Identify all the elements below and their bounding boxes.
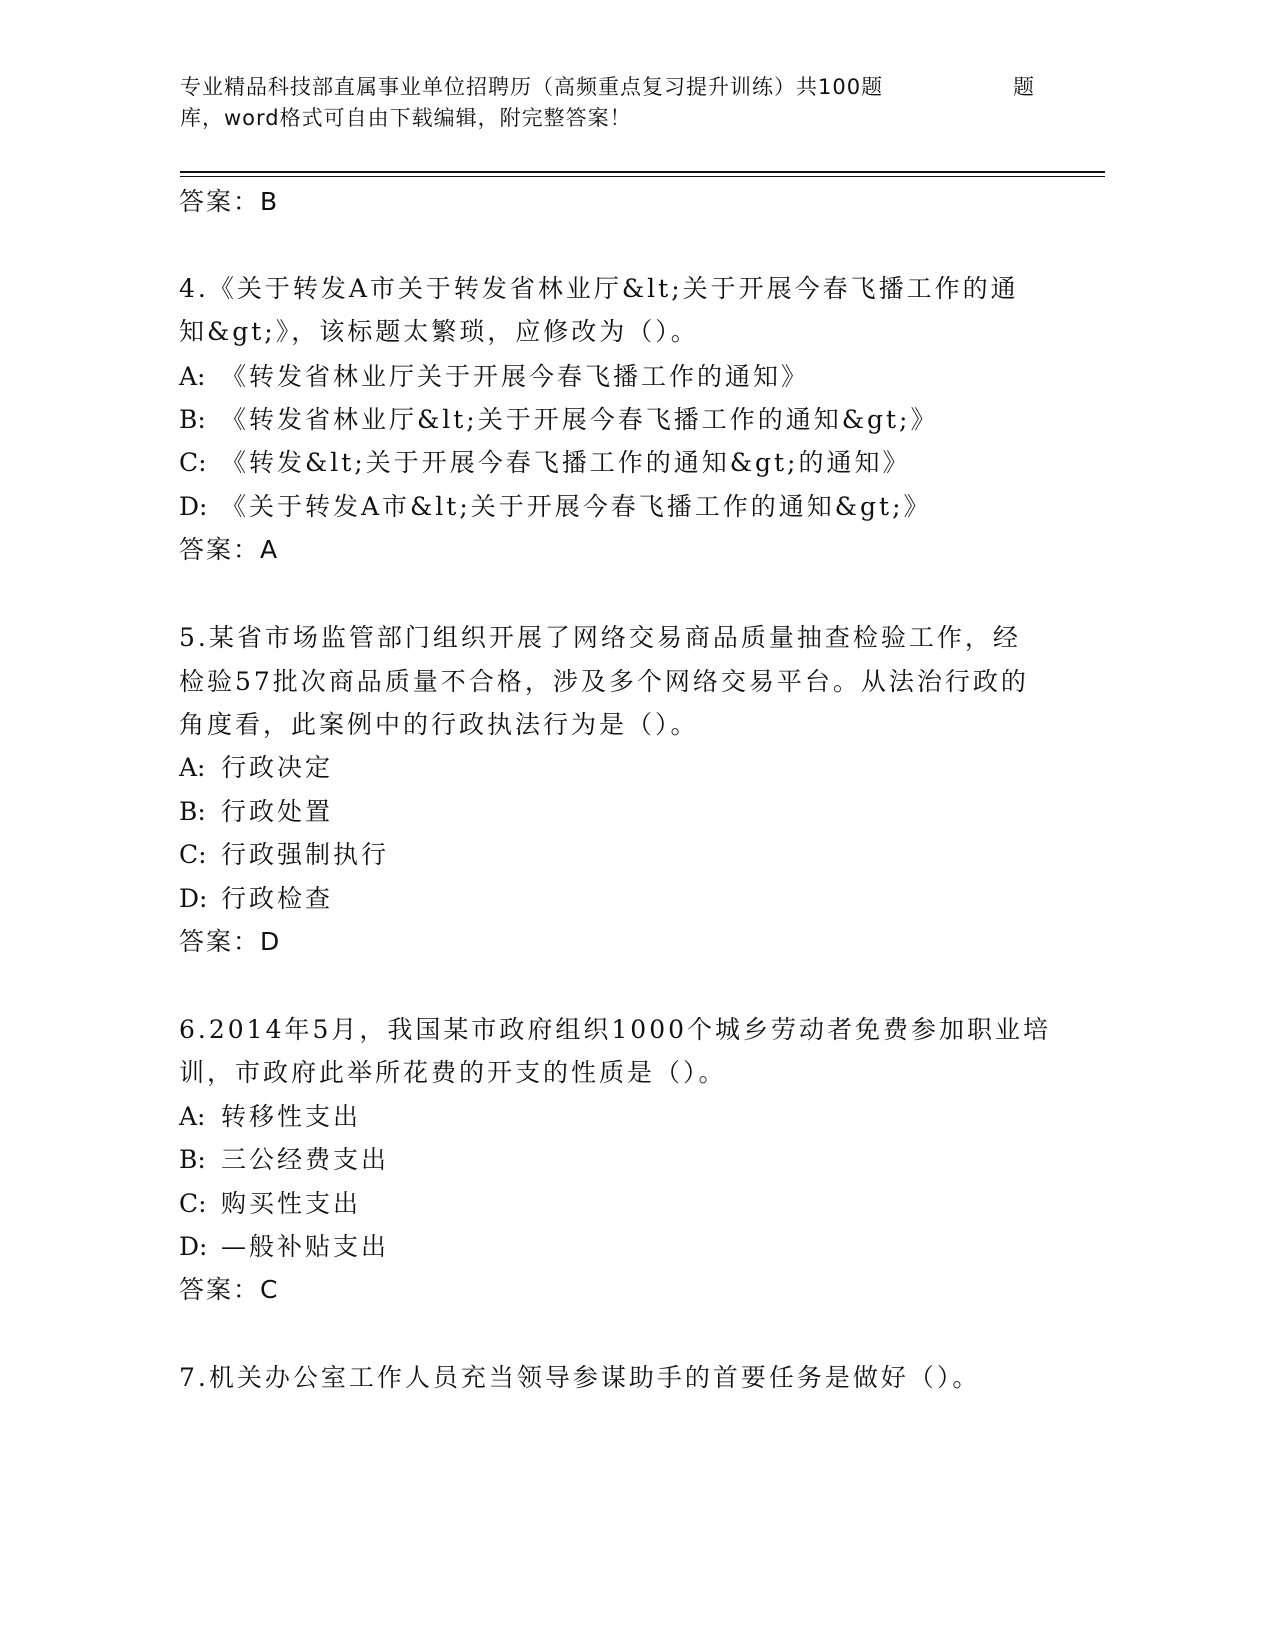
option-label: D: bbox=[179, 1232, 208, 1261]
option-label: A: bbox=[179, 1102, 206, 1131]
option-text: 三公经费支出 bbox=[221, 1145, 390, 1174]
option-label: A: bbox=[179, 753, 206, 782]
option-text: 购买性支出 bbox=[221, 1189, 362, 1218]
option-label: A: bbox=[179, 362, 206, 391]
option-label: B: bbox=[179, 797, 206, 826]
option-text: 《转发&lt;关于开展今春飞播工作的通知&gt;的通知》 bbox=[221, 448, 911, 477]
q4-stem-line1: 4.《关于转发A市关于转发省林业厅&lt;关于开展今春飞播工作的通 bbox=[179, 274, 1019, 303]
q6-option-c bbox=[179, 1182, 1049, 1225]
q5-answer: 答案：D bbox=[179, 927, 282, 956]
option-label: B: bbox=[179, 405, 206, 434]
q3-answer: 答案：B bbox=[179, 187, 280, 216]
q4-option-b bbox=[179, 398, 1049, 441]
option-text: 《关于转发A市&lt;关于开展今春飞播工作的通知&gt;》 bbox=[221, 492, 932, 521]
option-text: 行政强制执行 bbox=[221, 840, 390, 869]
header-divider-thick bbox=[180, 171, 1105, 173]
option-label: C: bbox=[179, 448, 207, 477]
header-title-line1: 专业精品科技部直属事业单位招聘历（高频重点复习提升训练）共100题 bbox=[180, 75, 884, 99]
q6-stem-line2: 训，市政府此举所花费的开支的性质是（）。 bbox=[179, 1058, 727, 1087]
q5-stem-line3: 角度看，此案例中的行政执法行为是（）。 bbox=[179, 710, 699, 739]
q4-option-a bbox=[179, 355, 1049, 398]
option-text: 《转发省林业厅&lt;关于开展今春飞播工作的通知&gt;》 bbox=[221, 405, 939, 434]
document-header bbox=[180, 72, 1060, 134]
q4-answer: 答案：A bbox=[179, 535, 280, 564]
q5-option-a bbox=[179, 746, 1049, 789]
header-title-line1-tail: 题 bbox=[1013, 75, 1035, 99]
option-text: 行政决定 bbox=[221, 753, 334, 782]
q5-option-b bbox=[179, 790, 1049, 833]
option-label: C: bbox=[179, 1189, 207, 1218]
option-label: D: bbox=[179, 884, 208, 913]
header-title-line2: 库，word格式可自由下载编辑，附完整答案！ bbox=[180, 106, 632, 130]
q5-option-c bbox=[179, 833, 1049, 876]
option-text: —般补贴支出 bbox=[221, 1232, 390, 1261]
option-label: D: bbox=[179, 492, 208, 521]
q5-stem-line2: 检验57批次商品质量不合格，涉及多个网络交易平台。从法治行政的 bbox=[179, 667, 1029, 696]
q6-stem-line1: 6.2014年5月，我国某市政府组织1000个城乡劳动者免费参加职业培 bbox=[179, 1015, 1052, 1044]
option-text: 行政检查 bbox=[221, 884, 334, 913]
q6-answer: 答案：C bbox=[179, 1275, 280, 1304]
q4-option-c bbox=[179, 441, 1049, 484]
option-text: 转移性支出 bbox=[221, 1102, 362, 1131]
q7-stem-line1: 7.机关办公室工作人员充当领导参谋助手的首要任务是做好（）。 bbox=[179, 1363, 981, 1392]
option-label: B: bbox=[179, 1145, 206, 1174]
q4-option-d bbox=[179, 485, 1049, 528]
option-text: 《转发省林业厅关于开展今春飞播工作的通知》 bbox=[221, 362, 810, 391]
header-divider-thin bbox=[180, 176, 1105, 177]
q5-option-d bbox=[179, 877, 1049, 920]
q6-option-a bbox=[179, 1095, 1049, 1138]
q6-option-d bbox=[179, 1225, 1049, 1268]
q5-stem-line1: 5.某省市场监管部门组织开展了网络交易商品质量抽查检验工作，经 bbox=[179, 623, 1021, 652]
option-label: C: bbox=[179, 840, 207, 869]
q4-stem-line2: 知&gt;》，该标题太繁琐，应修改为（）。 bbox=[179, 317, 699, 346]
q6-option-b bbox=[179, 1138, 1049, 1181]
option-text: 行政处置 bbox=[221, 797, 334, 826]
